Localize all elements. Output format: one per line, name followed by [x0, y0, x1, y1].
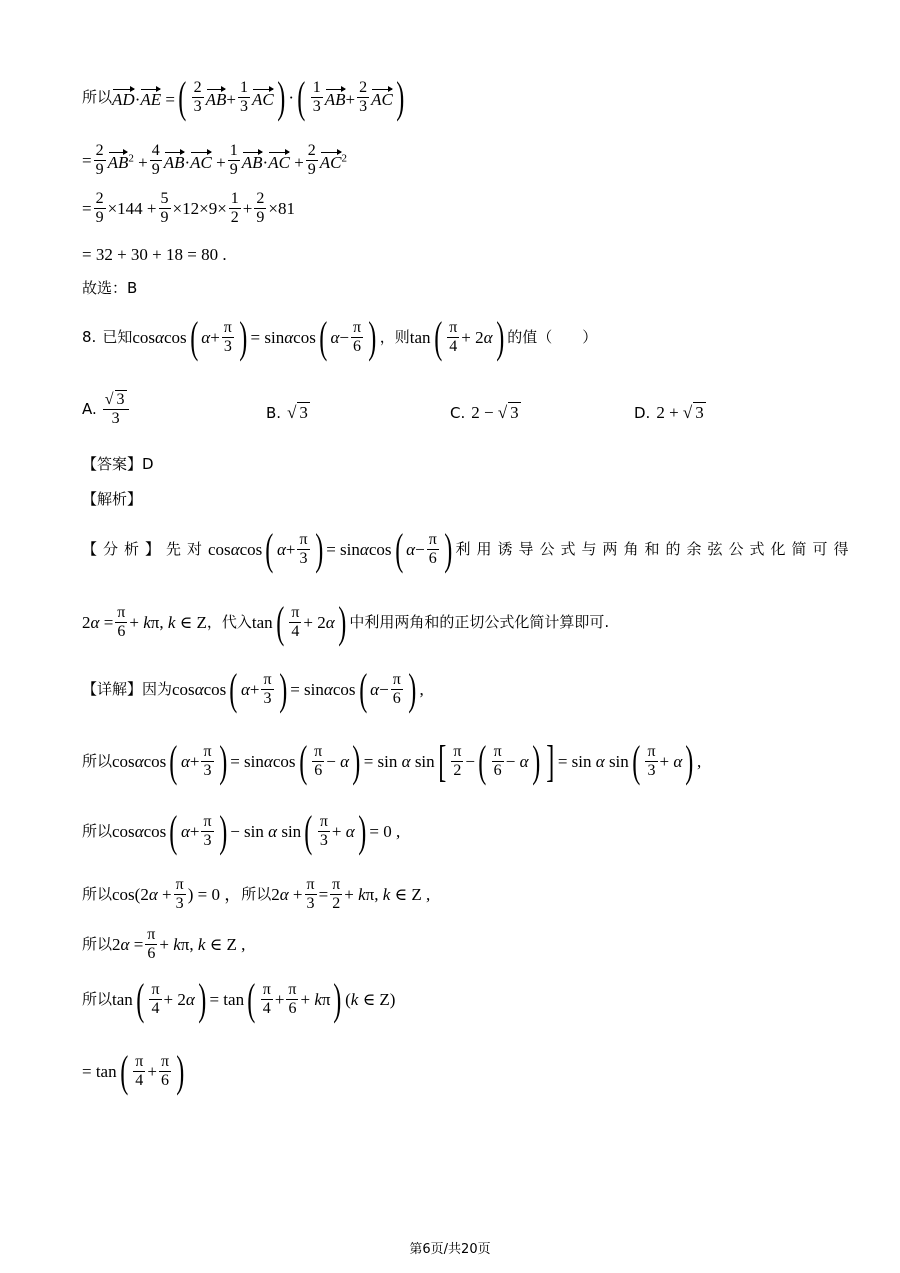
xiangjie-line-6: 所以 tan ( $\frac{\pi}{4}$ + 2α ) = tan ( $\frac{\pi}{4}$ + $\frac{\pi}{6}$ + kπ ) (k ∈ Z): [82, 975, 396, 1024]
fenxi-line-1: 【分析】先对 cosαcos ( α + $\frac{\pi}{3}$ ) = sinαcos ( α − $\frac{\pi}{6}$ ) 利用诱导公式与两角和的余弦公式化简可得: [82, 525, 855, 574]
solution-line-1: 所以 AD·AE = ( $\frac{2}{3}$ AB+ $\frac{1}{3}$ AC ) · ( $\frac{1}{3}$ AB+ $\frac{2}{3}$ AC ): [82, 73, 405, 122]
option-b: B. √ 3: [266, 403, 308, 422]
xiangjie-line-1: 【详解】因为 cosαcos ( α + $\frac{\pi}{3}$ ) = sinαcos ( α − $\frac{\pi}{6}$ ) ,: [82, 665, 424, 714]
question-8: 8. 已知 cosαcos ( α + $\frac{\pi}{3}$ ) = sinαcos ( α − $\frac{\pi}{6}$ ) ，则 tan ( $\frac{\pi}{4}$ + 2α ) 的值（ ）: [82, 313, 598, 362]
analysis-label: 【解析】: [82, 490, 143, 508]
fenxi-line-2: 2α = $\frac{\pi}{6}$ + kπ, k ∈ Z ，代入 tan ( $\frac{\pi}{4}$ + 2α ) 中利用两角和的正切公式化简计算即可.: [82, 598, 610, 647]
xiangjie-line-5: 所以 2α = $\frac{\pi}{6}$ + kπ, k ∈ Z ,: [82, 926, 246, 963]
choice-conclusion: 故选：B: [82, 279, 138, 297]
xiangjie-line-4: 所以 cos(2α + $\frac{\pi}{3}$ ) = 0 ， 所以 2α + $\frac{\pi}{3}$ = $\frac{\pi}{2}$ + kπ, k ∈ Z ,: [82, 876, 431, 913]
solution-line-2: = $\frac{2}{9}$ $AB^2$ + $\frac{4}{9}$ AB·AC + $\frac{1}{9}$ AB·AC + $\frac{2}{9}$ $AC^2$: [82, 142, 348, 179]
xiangjie-line-7: = tan ( $\frac{\pi}{4}$ + $\frac{\pi}{6}$ ): [82, 1047, 185, 1096]
xiangjie-line-2: 所以 cosαcos ( α + $\frac{\pi}{3}$ ) = sinαcos ( $\frac{\pi}{6}$ − α ) = sin α sin [ $\frac{\pi}{2}$ − ( $\frac{\pi}{6}$ − α ) ] = sin α sin ( $\frac{\pi}{3}$ + α ) ,: [82, 737, 702, 786]
solution-line-3: = $\frac{2}{9}$ ×144 + $\frac{5}{9}$ ×12×9× $\frac{1}{2}$ + $\frac{2}{9}$ ×81: [82, 190, 295, 227]
page-footer: 第6页/共20页: [409, 1242, 491, 1257]
option-c: C. 2 − √ 3: [450, 403, 519, 422]
text-suoyi: 所以: [82, 88, 113, 107]
option-a: A. $\frac{√ 3}{3}$: [82, 390, 131, 429]
xiangjie-line-3: 所以 cosαcos ( α + $\frac{\pi}{3}$ ) − sin α sin ( $\frac{\pi}{3}$ + α ) = 0 ,: [82, 807, 401, 856]
answer-label: 【答案】D: [82, 455, 154, 473]
solution-line-4: = 32 + 30 + 18 = 80 .: [82, 245, 227, 264]
option-d: D. 2 + √ 3: [634, 403, 704, 422]
question-number: 8.: [82, 328, 97, 347]
